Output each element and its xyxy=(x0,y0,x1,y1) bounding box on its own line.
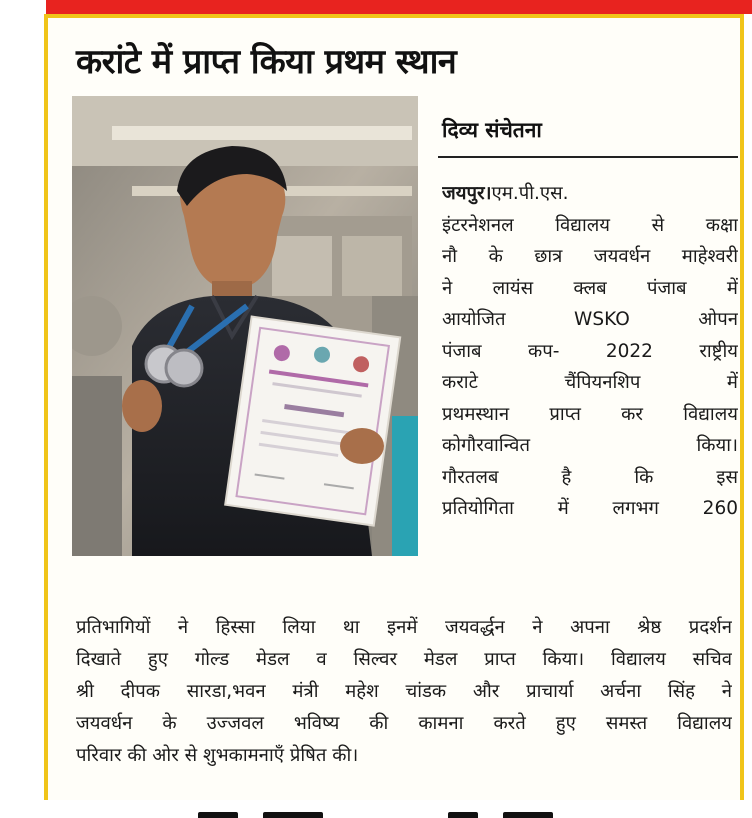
byline: दिव्य संचेतना xyxy=(442,118,542,142)
column-line: कराटे चैंपियनशिप में xyxy=(442,372,738,393)
column-line: इंटरनेशनल विद्यालय से कक्षा xyxy=(442,214,738,236)
column-line: ने लायंस क्लब पंजाब में xyxy=(442,277,738,299)
dateline: जयपुर। xyxy=(442,183,492,204)
byline-divider xyxy=(438,156,738,158)
article-body-full-width xyxy=(76,612,732,772)
column-line: प्रतियोगिता में लगभग 260 xyxy=(442,498,738,519)
column-line: प्रथमस्थान प्राप्त कर विद्यालय xyxy=(442,403,738,425)
body-line: दिखाते हुए गोल्ड मेडल व सिल्वर मेडल प्राप्त किया। विद्यालय सचिव xyxy=(76,649,732,670)
column-line: कोगौरवान्वित किया। xyxy=(442,435,738,456)
column-line: जयपुर।एम.पी.एस. xyxy=(442,183,569,204)
headline: करांटे में प्राप्त किया प्रथम स्थान xyxy=(76,42,457,82)
column-line: गौरतलब है कि इस xyxy=(442,466,738,488)
article-column xyxy=(442,178,738,525)
news-photo xyxy=(72,96,418,556)
cropped-next-headline xyxy=(108,804,628,818)
column-line: नौ के छात्र जयवर्धन माहेश्वरी xyxy=(442,246,738,267)
body-line: जयवर्धन के उज्जवल भविष्य की कामना करते हुए समस्त विद्यालय xyxy=(76,713,732,734)
column-line: पंजाब कप- 2022 राष्ट्रीय xyxy=(442,340,738,362)
column-line: आयोजित WSKO ओपन xyxy=(442,309,738,330)
student-photo-illustration xyxy=(72,96,418,556)
body-line: प्रतिभागियों ने हिस्सा लिया था इनमें जयवर्द्धन ने अपना श्रेष्ठ प्रदर्शन xyxy=(76,617,732,638)
top-red-bar xyxy=(46,0,752,14)
body-line: परिवार की ओर से शुभकामनाएँ प्रेषित की। xyxy=(76,745,359,766)
body-line: श्री दीपक सारडा,भवन मंत्री महेश चांडक और प्राचार्या अर्चना सिंह ने xyxy=(76,681,732,702)
news-clipping xyxy=(44,14,744,800)
